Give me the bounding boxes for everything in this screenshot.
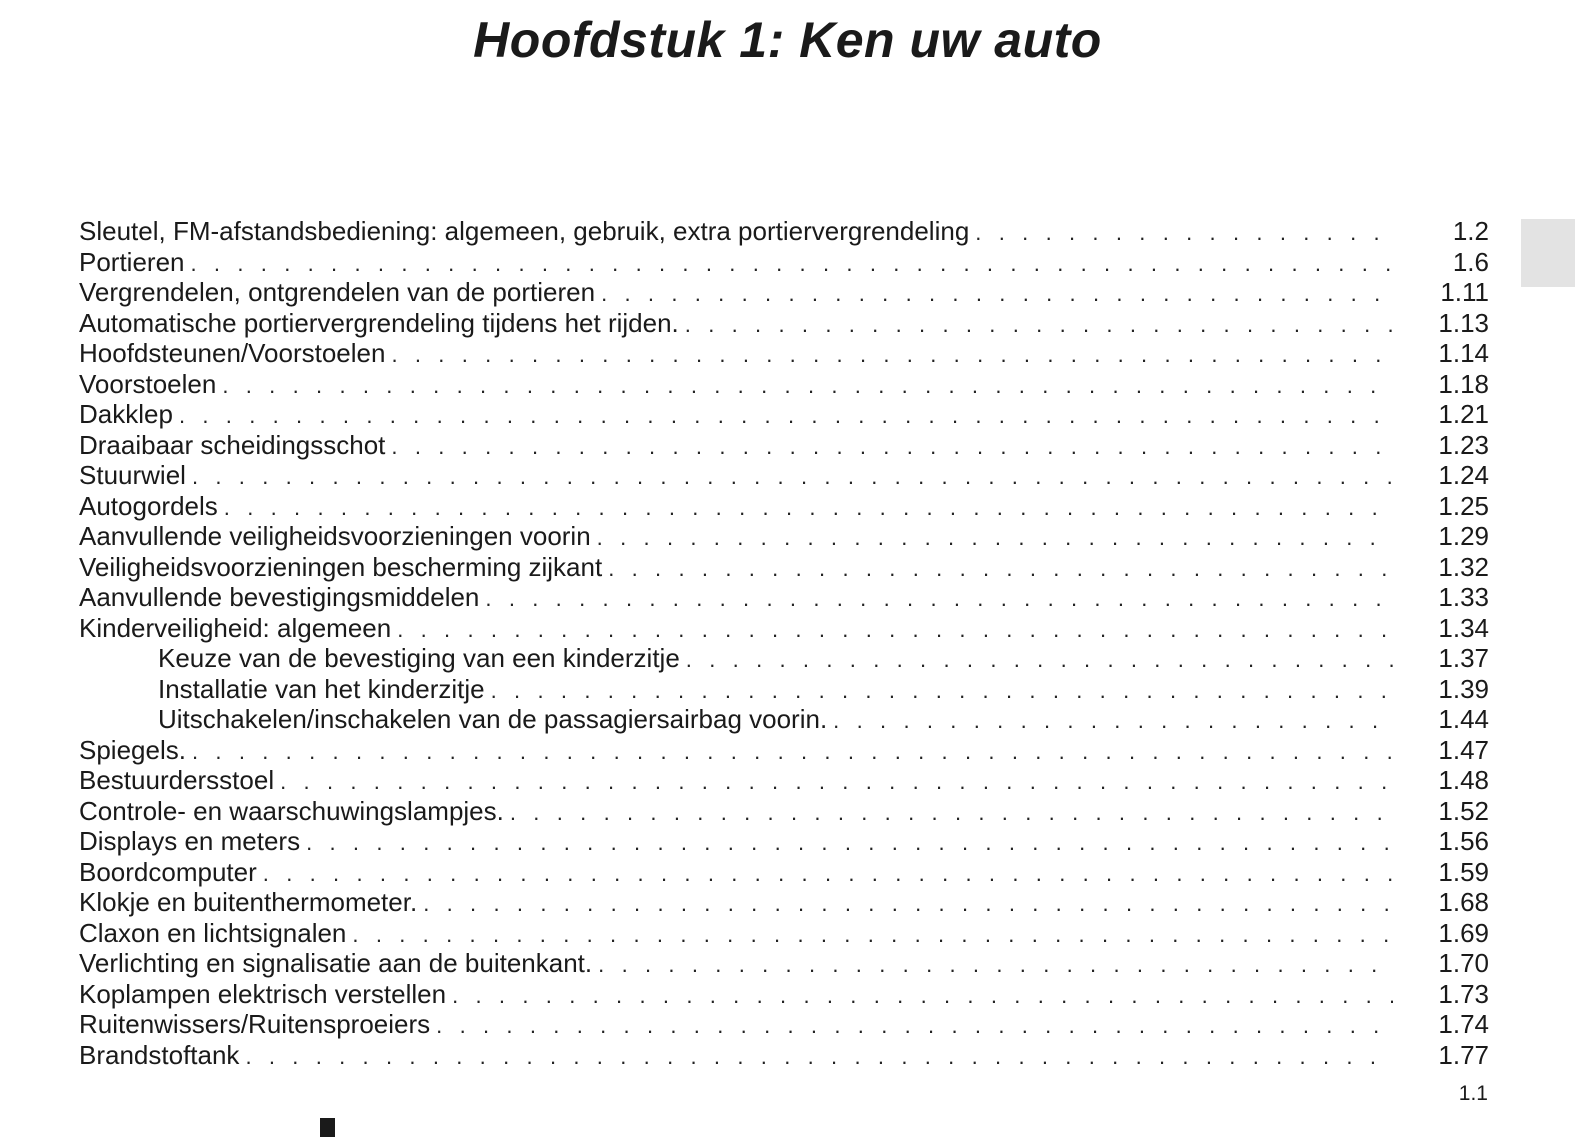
toc-entry-page: 1.74 xyxy=(1438,1009,1489,1039)
toc-entry-label: Verlichting en signalisatie aan de buitenkant. xyxy=(79,948,598,979)
toc-entry-autogordels[interactable] xyxy=(79,491,1489,522)
toc-entry-label: Displays en meters xyxy=(79,826,306,857)
toc-entry-page: 1.47 xyxy=(1438,734,1489,765)
toc-entry-label: Boordcomputer xyxy=(79,857,263,888)
toc-entry-page: 1.14 xyxy=(1438,338,1489,368)
toc-entry-koplampen[interactable] xyxy=(79,979,1489,1010)
toc-entry-label: Keuze van de bevestiging van een kinderzitje xyxy=(158,643,686,674)
bottom-marker-square xyxy=(320,1118,335,1137)
toc-entry-label: Uitschakelen/inschakelen van de passagiersairbag voorin. xyxy=(158,704,833,735)
toc-entry-label: Claxon en lichtsignalen xyxy=(79,918,352,949)
toc-entry-portieren[interactable] xyxy=(79,247,1489,278)
chapter-title: Hoofdstuk 1: Ken uw auto xyxy=(473,12,1102,68)
toc-entry-label: Stuurwiel xyxy=(79,460,192,491)
toc-entry-label: Klokje en buitenthermometer. xyxy=(79,887,423,918)
dot-leader xyxy=(685,310,1393,341)
dot-leader xyxy=(191,249,1394,280)
dot-leader xyxy=(179,401,1393,432)
toc-entry-page: 1.52 xyxy=(1438,795,1489,826)
toc-entry-label: Automatische portiervergrendeling tijdens het rijden. xyxy=(79,308,685,339)
dot-leader xyxy=(280,767,1393,798)
toc-entry-page: 1.11 xyxy=(1440,277,1489,307)
toc-entry-page: 1.73 xyxy=(1438,978,1489,1009)
toc-entry-dakklep[interactable] xyxy=(79,399,1489,430)
toc-entry-scheidingsschot[interactable] xyxy=(79,430,1489,461)
toc-entry-kinderveiligheid[interactable] xyxy=(79,613,1489,644)
dot-leader xyxy=(222,371,1393,402)
toc-entry-label: Controle- en waarschuwingslampjes. xyxy=(79,796,510,827)
toc-entry-label: Hoofdsteunen/Voorstoelen xyxy=(79,338,391,369)
toc-entry-label: Ruitenwissers/Ruitensproeiers xyxy=(79,1009,436,1040)
toc-entry-label: Bestuurdersstoel xyxy=(79,765,280,796)
toc-entry-page: 1.2 xyxy=(1452,216,1489,246)
toc-entry-label: Aanvullende veiligheidsvoorzieningen voorin xyxy=(79,521,597,552)
toc-entry-displays-meters[interactable] xyxy=(79,826,1489,857)
toc-subentry-bevestiging-kinderzitje[interactable] xyxy=(79,643,1489,674)
dot-leader xyxy=(452,981,1393,1012)
toc-entry-page: 1.32 xyxy=(1438,551,1489,582)
toc-entry-label: Installatie van het kinderzitje xyxy=(158,674,491,705)
toc-entry-label: Portieren xyxy=(79,247,191,278)
dot-leader xyxy=(975,218,1393,249)
toc-entry-label: Spiegels. xyxy=(79,735,192,766)
toc-entry-claxon[interactable] xyxy=(79,918,1489,949)
dot-leader xyxy=(601,279,1393,310)
toc-entry-klokje-thermometer[interactable] xyxy=(79,887,1489,918)
dot-leader xyxy=(352,920,1393,951)
dot-leader xyxy=(391,432,1393,463)
toc-entry-page: 1.33 xyxy=(1438,582,1489,612)
toc-entry-label: Koplampen elektrisch verstellen xyxy=(79,979,452,1010)
page-number: 1.1 xyxy=(1458,1082,1488,1105)
toc-entry-label: Voorstoelen xyxy=(79,369,222,400)
toc-entry-page: 1.48 xyxy=(1438,765,1489,795)
toc-entry-voorstoelen[interactable] xyxy=(79,369,1489,400)
toc-entry-stuurwiel[interactable] xyxy=(79,460,1489,491)
toc-entry-page: 1.68 xyxy=(1438,887,1489,917)
toc-entry-label: Brandstoftank xyxy=(79,1040,245,1071)
dot-leader xyxy=(397,615,1393,646)
toc-entry-page: 1.69 xyxy=(1438,917,1489,948)
toc-entry-label: Kinderveiligheid: algemeen xyxy=(79,613,397,644)
table-of-contents xyxy=(79,216,1489,1070)
dot-leader xyxy=(436,1011,1393,1042)
toc-subentry-passagiersairbag[interactable] xyxy=(79,704,1489,735)
toc-entry-bescherming-zijkant[interactable] xyxy=(79,552,1489,583)
toc-entry-sleutel[interactable] xyxy=(79,216,1489,247)
dot-leader xyxy=(598,950,1393,981)
toc-entry-page: 1.37 xyxy=(1438,643,1489,673)
toc-entry-verlichting[interactable] xyxy=(79,948,1489,979)
toc-entry-bevestigingsmiddelen[interactable] xyxy=(79,582,1489,613)
dot-leader xyxy=(608,554,1393,585)
chapter-tab-marker xyxy=(1521,219,1575,287)
dot-leader xyxy=(510,798,1393,829)
toc-entry-page: 1.24 xyxy=(1438,460,1489,490)
dot-leader xyxy=(263,859,1393,890)
toc-subentry-installatie-kinderzitje[interactable] xyxy=(79,674,1489,705)
toc-entry-label: Autogordels xyxy=(79,491,224,522)
dot-leader xyxy=(224,493,1393,524)
toc-entry-label: Vergrendelen, ontgrendelen van de portieren xyxy=(79,277,601,308)
dot-leader xyxy=(391,340,1393,371)
toc-entry-page: 1.13 xyxy=(1438,307,1489,338)
toc-entry-boordcomputer[interactable] xyxy=(79,857,1489,888)
dot-leader xyxy=(192,462,1393,493)
dot-leader xyxy=(245,1042,1393,1073)
toc-entry-page: 1.34 xyxy=(1438,612,1489,643)
toc-entry-page: 1.6 xyxy=(1452,246,1489,277)
toc-entry-bestuurdersstoel[interactable] xyxy=(79,765,1489,796)
toc-entry-waarschuwingslampjes[interactable] xyxy=(79,796,1489,827)
toc-entry-page: 1.39 xyxy=(1438,673,1489,704)
toc-entry-page: 1.44 xyxy=(1438,704,1489,734)
toc-entry-veiligheidsvoorzieningen-voorin[interactable] xyxy=(79,521,1489,552)
toc-entry-page: 1.70 xyxy=(1438,948,1489,978)
toc-entry-spiegels[interactable] xyxy=(79,735,1489,766)
dot-leader xyxy=(485,584,1393,615)
toc-entry-page: 1.18 xyxy=(1438,368,1489,399)
toc-entry-page: 1.21 xyxy=(1438,399,1489,429)
dot-leader xyxy=(491,676,1393,707)
toc-entry-brandstoftank[interactable] xyxy=(79,1040,1489,1071)
dot-leader xyxy=(306,828,1393,859)
dot-leader xyxy=(833,706,1393,737)
toc-entry-label: Sleutel, FM-afstandsbediening: algemeen, gebruik, extra portiervergrendeling xyxy=(79,216,975,247)
toc-entry-label: Draaibaar scheidingsschot xyxy=(79,430,391,461)
toc-entry-page: 1.25 xyxy=(1438,490,1489,521)
dot-leader xyxy=(192,737,1393,768)
dot-leader xyxy=(686,645,1393,676)
toc-entry-label: Veiligheidsvoorzieningen bescherming zijkant xyxy=(79,552,608,583)
toc-entry-hoofdsteunen[interactable] xyxy=(79,338,1489,369)
toc-entry-page: 1.77 xyxy=(1438,1039,1489,1070)
toc-entry-page: 1.56 xyxy=(1438,826,1489,856)
toc-entry-label: Aanvullende bevestigingsmiddelen xyxy=(79,582,485,613)
toc-entry-vergrendelen[interactable] xyxy=(79,277,1489,308)
toc-entry-label: Dakklep xyxy=(79,399,179,430)
toc-entry-ruitenwissers[interactable] xyxy=(79,1009,1489,1040)
toc-entry-page: 1.23 xyxy=(1438,429,1489,460)
toc-entry-page: 1.59 xyxy=(1438,856,1489,887)
toc-entry-page: 1.29 xyxy=(1438,521,1489,551)
dot-leader xyxy=(423,889,1393,920)
dot-leader xyxy=(597,523,1393,554)
toc-entry-automatische-portiervergrendeling[interactable] xyxy=(79,308,1489,339)
